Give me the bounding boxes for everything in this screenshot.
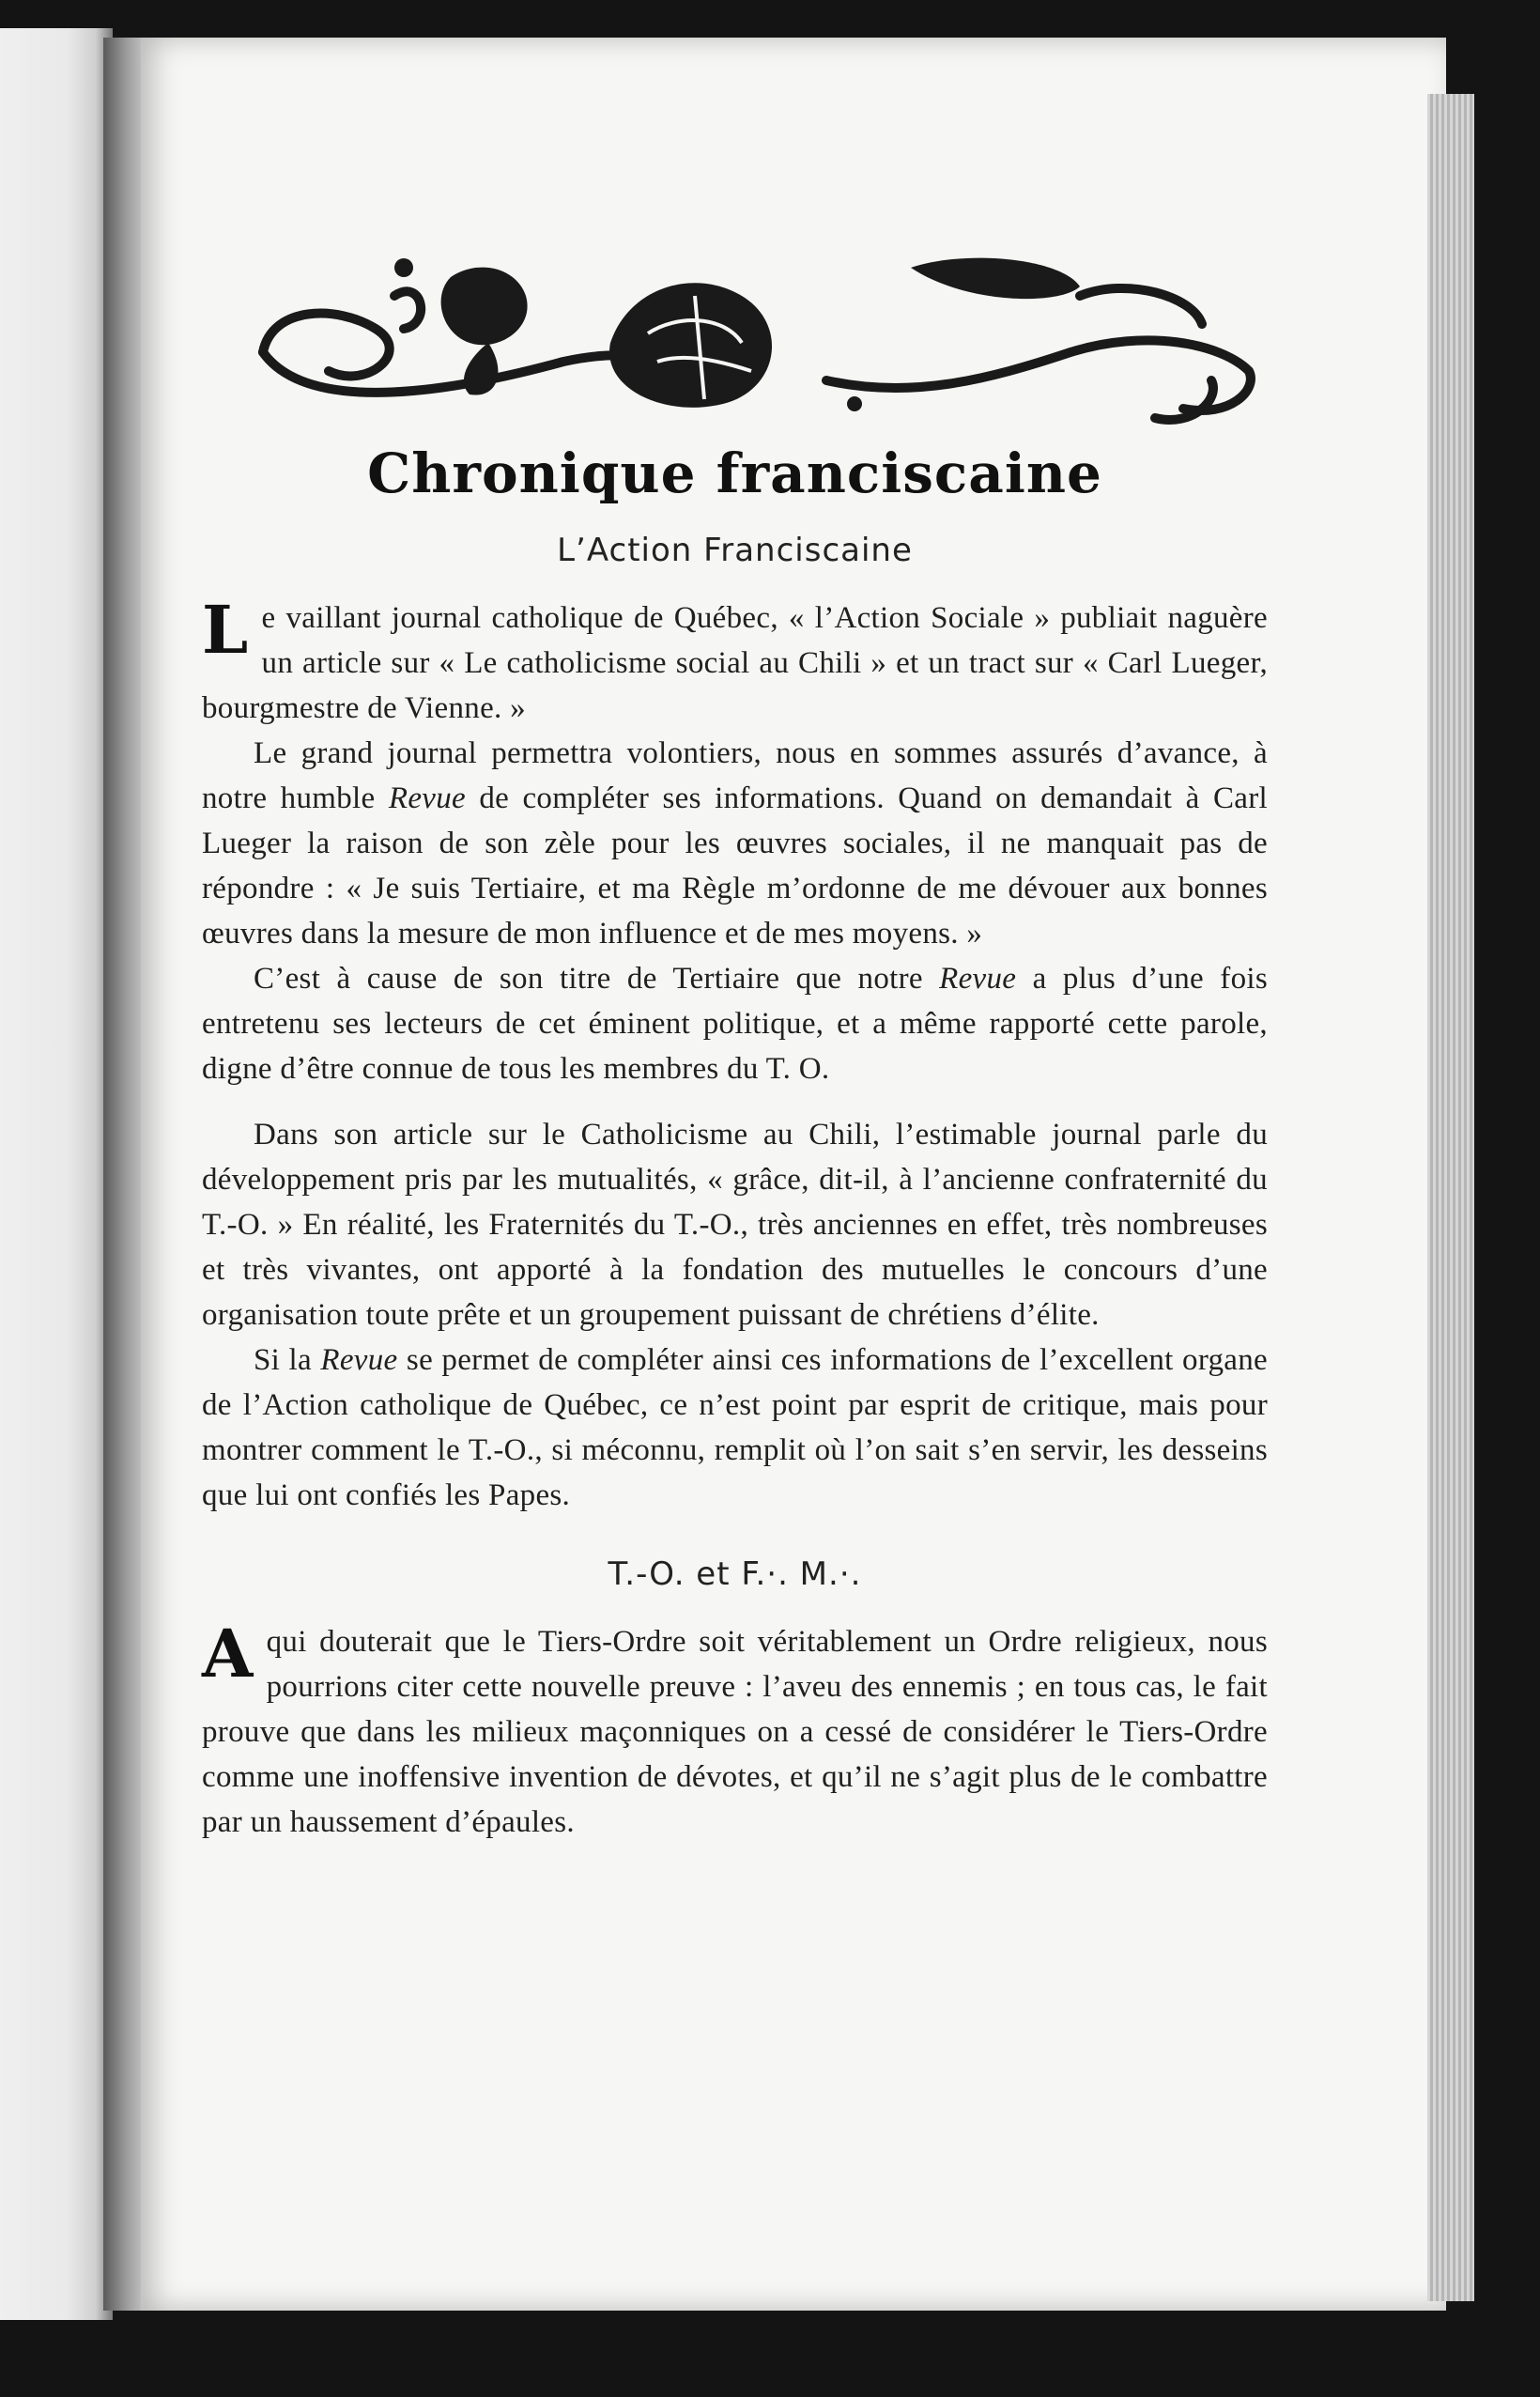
paragraph-1: Le vaillant journal catholique de Québec, « l’Action Sociale » publiait naguère un article sur « Le catholicisme social au Chili » et un tract sur « Carl Lueger, bourgmestre de Vienne. » xyxy=(202,591,1268,725)
section-heading-to-fm: T.-O. et F.·. M.·. xyxy=(608,1555,862,1593)
previous-page-edge xyxy=(0,28,113,2320)
drop-cap: L xyxy=(202,591,249,669)
paragraph-3: C’est à cause de son titre de Tertiaire que notre Revue a plus d’une fois entretenu ses lecteurs de cet éminent politique, et a même rapporté cette parole, digne d’être connue de tous les membres du T. O. xyxy=(202,962,1268,1086)
chronicle-title: Chronique franciscaine xyxy=(367,441,1102,505)
article-content xyxy=(202,441,1268,1845)
paragraph-6: A qui douterait que le Tiers-Ordre soit véritablement un Ordre religieux, nous pourrions citer cette nouvelle preuve : l’aveu des ennemis ; en tous cas, le fait prouve que dans les milieux maçonniques on a cessé de considérer le Tiers-Ordre comme une inoffensive invention de dévotes, et qu’il ne s’agit plus de le combattre par un haussement d’épaules. xyxy=(202,1615,1268,1839)
paragraph-2: Le grand journal permettra volontiers, nous en sommes assurés d’avance, à notre humble Revue de compléter ses informations. Quand on demandait à Carl Lueger la raison de son zèle pour les œuvres sociales, il ne manquait pas de répondre : « Je suis Tertiaire, et ma Règle m’ordonne de me dévouer aux bonnes œuvres dans la mesure de mon influence et de mes moyens. » xyxy=(202,736,1268,951)
page-stack-edge xyxy=(1427,94,1474,2301)
drop-cap: A xyxy=(202,1615,254,1693)
paragraph-5: Si la Revue se permet de compléter ainsi ces informations de l’excellent organe de l’Action catholique de Québec, ce n’est point par esprit de critique, mais pour montrer comment le T.-O., si méconnu, remplit où l’on sait s’en servir, les desseins que lui ont confiés les Papes. xyxy=(202,1343,1269,1512)
section-heading-action-franciscaine: L’Action Franciscaine xyxy=(557,532,913,569)
floral-ornament-header xyxy=(254,240,1268,437)
paragraph-4: Dans son article sur le Catholicisme au Chili, l’estimable journal parle du développement pris par les mutualités, « grâce, dit-il, à l’ancienne confraternité du T.-O. » En réalité, les Fraternités du T.-O., très anciennes en effet, très nombreuses et très vivantes, ont apporté à la fondation des mutuelles le concours d’une organisation toute prête et un groupement puissant de chrétiens d’élite. xyxy=(202,1118,1268,1332)
